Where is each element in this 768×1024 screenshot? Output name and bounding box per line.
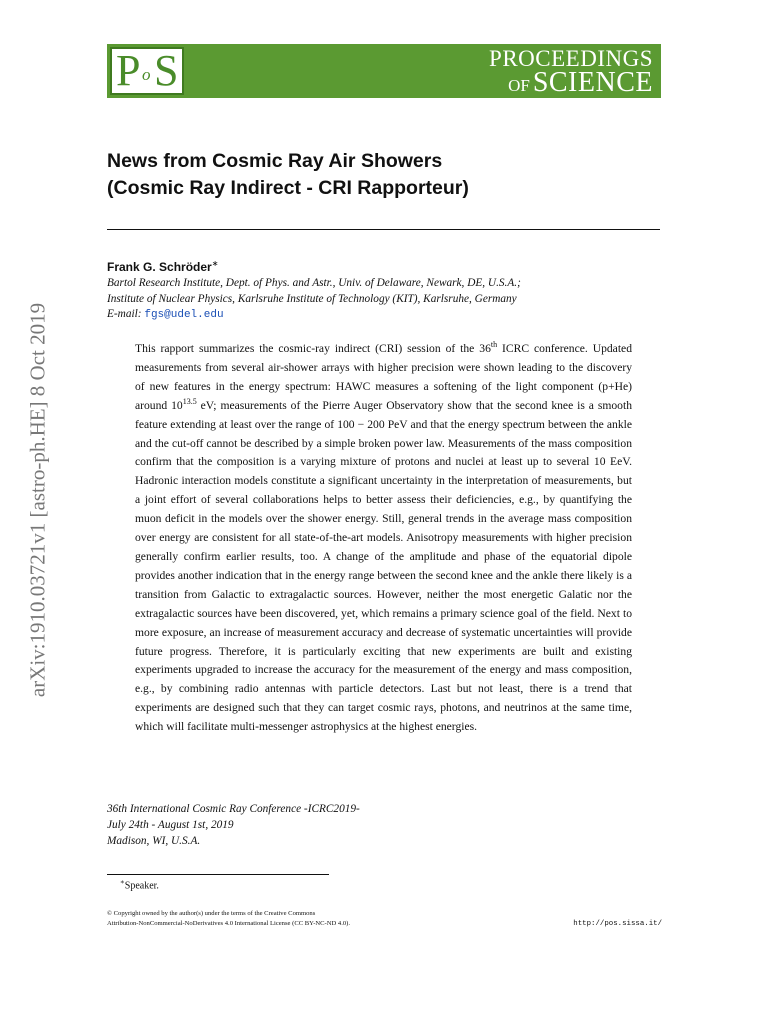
title-line-1: News from Cosmic Ray Air Showers — [107, 150, 443, 172]
pos-logo — [110, 47, 184, 95]
title-rule — [107, 229, 660, 230]
conference-line-2: July 24th - August 1st, 2019 — [107, 819, 234, 831]
copyright-icon: © — [107, 910, 113, 917]
banner-of-science — [508, 69, 653, 101]
title-line-2: (Cosmic Ray Indirect - CRI Rapporteur) — [107, 177, 469, 199]
affiliation-2: Institute of Nuclear Physics, Karlsruhe Institute of Technology (KIT), Karlsruhe, Germany — [107, 292, 517, 305]
arxiv-id[interactable]: arXiv:1910.03721v1 [astro-ph.HE] 8 Oct 2019 — [25, 302, 50, 698]
copyright-notice — [107, 909, 407, 929]
logo-letter-p: P — [116, 46, 141, 95]
footnote-mark: ∗ — [120, 878, 125, 886]
paper-title — [107, 148, 667, 202]
logo-letter-o: o — [142, 65, 151, 84]
affiliation-1: Bartol Research Institute, Dept. of Phys. and Astr., Univ. of Delaware, Newark, DE, U.S.A.; — [107, 277, 521, 289]
footnote-rule — [107, 874, 329, 875]
email-link[interactable]: fgs@udel.edu — [144, 309, 224, 322]
abstract — [135, 340, 632, 737]
logo-letter-s: S — [154, 46, 179, 95]
author-name — [107, 259, 218, 274]
author-mark: ∗ — [211, 259, 219, 268]
banner-of: OF — [508, 76, 530, 95]
copyright-line-2: Attribution-NonCommercial-NoDerivatives 4.0 International License (CC BY-NC-ND 4.0). — [107, 920, 350, 927]
email-line — [107, 307, 667, 324]
abstract-sup-exp: 13.5 — [182, 396, 197, 406]
conference-info — [107, 801, 360, 849]
abstract-part-3: eV; measurements of the Pierre Auger Observatory show that the second knee is a smooth feature extending at least over the range of 100 − 200 PeV and that the energy spectrum between the ankle and the cut-off cannot be described by a simple broken power law. Measurements of the mass composition confirm that the composition is a varying mixture of protons and nuclei at least up to several 10 EeV. Hadronic interaction models constitute a significant uncertainty in the interpretation of measurements, but a joint effort of several collaborations helps to better assess their deficiencies, e.g., by quantifying the muon deficit in the models over the shower energy. Still, general trends in the average mass composition over energy are consistent for all state-of-the-art models. Anisotropy measurements with higher precision generally confirm earlier results, too. A change of the amplitude and phase of the equatorial dipole provides another indication that in the energy range between the second knee and the ankle there likely is a transition from Galactic to extragalactic sources. However, neither the most energetic Galatic nor the extragalactic sources have been discovered, yet, which remains a primary science goal of the field. Next to more exposure, an increase of measurement accuracy and decrease of systematic uncertainties will provide future progress. Therefore, it is particularly exciting that new experiments are built and existing experiments upgraded to increase the accuracy for the measurement of the energy and mass composition, e.g., by combining radio antennas with particle detectors. Last but not least, there is a trend that experiments are designed such that they can target cosmic rays, photons, and neutrinos at the same time, which will facilitate multi-messenger astrophysics at the highest energies. — [135, 398, 632, 734]
footnote-text: Speaker. — [124, 880, 159, 892]
copyright-text-1: Copyright owned by the author(s) under the terms of the Creative Commons — [112, 910, 316, 917]
abstract-part-1: This rapport summarizes the cosmic-ray indirect (CRI) session of the 36 — [135, 342, 491, 355]
pos-url-link[interactable]: http://pos.sissa.it/ — [573, 920, 662, 928]
banner-proceedings: PROCEEDINGS — [489, 46, 653, 71]
abstract-part-2: ICRC conference. Updated measurements from several air-shower arrays with higher precision were shown leading to the discovery of new features in the energy spectrum: HAWC measures a softening of the light component (p+He) around 10 — [135, 342, 632, 412]
conference-line-3: Madison, WI, U.S.A. — [107, 835, 201, 847]
abstract-sup-th: th — [490, 340, 498, 350]
pos-banner — [107, 44, 661, 98]
author-name-text: Frank G. Schröder — [107, 260, 212, 274]
conference-line-1: 36th International Cosmic Ray Conference -ICRC2019- — [107, 803, 360, 815]
email-label: E-mail: — [107, 308, 142, 321]
copyright-line-1 — [107, 909, 407, 919]
footnote — [120, 878, 159, 891]
banner-science: SCIENCE — [532, 67, 653, 98]
affiliations — [107, 276, 667, 324]
